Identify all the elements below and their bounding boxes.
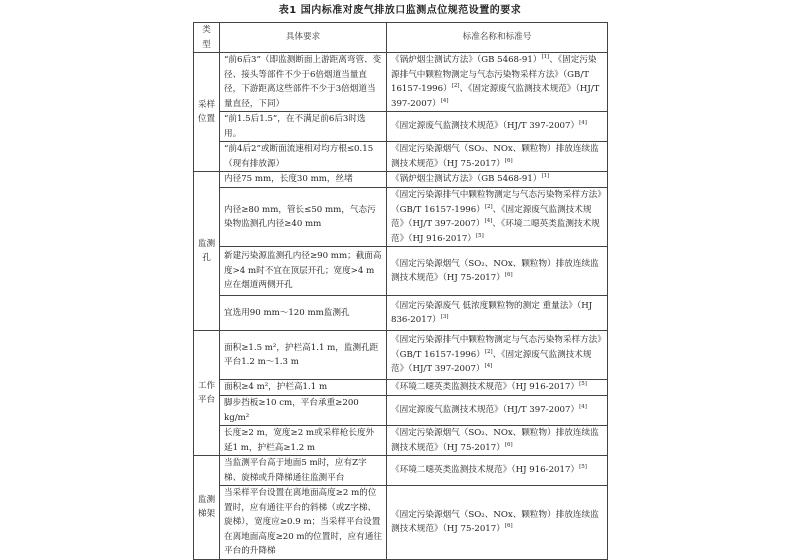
table-row — [194, 380, 608, 396]
table-row — [194, 142, 608, 172]
standard-cell: 《锅炉烟尘测试方法》（GB 5468-91）[1] — [387, 172, 608, 188]
table-row — [194, 331, 608, 380]
table-row — [194, 112, 608, 142]
requirement-cell: 当采样平台设置在离地面高度≥2 m的位置时，应有通往平台的斜梯（或Z字梯、旋梯），宽度应≥0.9 m；当采样平台设置在离地面高度≥20 m的位置时，应有通往平台的升降梯 — [220, 486, 387, 560]
header-standard: 标准名称和标准号 — [387, 23, 608, 53]
requirement-cell: 面积≥4 m²，护栏高1.1 m — [220, 380, 387, 396]
table-row — [194, 296, 608, 331]
table-row — [194, 456, 608, 486]
requirements-table — [193, 22, 608, 560]
standard-cell: 《环境二噁英类监测技术规范》（HJ 916-2017）[5] — [387, 456, 608, 486]
standard-cell: 《固定源废气监测技术规范》（HJ/T 397-2007）[4] — [387, 112, 608, 142]
standard-cell: 《固定污染源烟气（SO₂、NOx、颗粒物）排放连续监测技术规范》（HJ 75-2017）[6] — [387, 142, 608, 172]
standard-cell: 《固定污染源废气 低浓度颗粒物的测定 重量法》（HJ 836-2017）[3] — [387, 296, 608, 331]
requirement-cell: 面积≥1.5 m²，护栏高1.1 m，监测孔距平台1.2 m～1.3 m — [220, 331, 387, 380]
requirement-cell: 当监测平台高于地面5 m时，应有Z字梯、旋梯或升降梯通往监测平台 — [220, 456, 387, 486]
standard-cell: 《固定污染源烟气（SO₂、NOx、颗粒物）排放连续监测技术规范》（HJ 75-2017）[6] — [387, 247, 608, 296]
table-row — [194, 247, 608, 296]
table-row — [194, 188, 608, 247]
table-row — [194, 53, 608, 112]
table-caption: 表1 国内标准对废气排放口监测点位规范设置的要求 — [278, 5, 522, 16]
table-header-row — [194, 23, 608, 53]
standard-cell: 《环境二噁英类监测技术规范》（HJ 916-2017）[5] — [387, 380, 608, 396]
table-row — [194, 396, 608, 426]
requirement-cell: 长度≥2 m，宽度≥2 m或采样枪长度外延1 m，护栏高≥1.2 m — [220, 426, 387, 456]
requirement-cell: “前6后3”（即监测断面上游距离弯管、变径、接头等部件不少于6倍烟道当量直径，下游距离这些部件不少于3倍烟道当量直径，下同） — [220, 53, 387, 112]
type-cell: 监测孔 — [194, 172, 220, 331]
requirement-cell: 宜选用90 mm～120 mm监测孔 — [220, 296, 387, 331]
type-cell: 工作平台 — [194, 331, 220, 456]
type-cell: 监测梯架 — [194, 456, 220, 560]
table-row — [194, 426, 608, 456]
standard-cell: 《固定污染源烟气（SO₂、NOx、颗粒物）排放连续监测技术规范》（HJ 75-2017）[6] — [387, 486, 608, 560]
standard-cell: 《固定污染源排气中颗粒物测定与气态污染物采样方法》（GB/T 16157-1996）[2]、《固定源废气监测技术规范》（HJ/T 397-2007）[4] — [387, 331, 608, 380]
requirement-cell: 新建污染源监测孔内径≥90 mm；截面高度>4 m时不宜在顶层开孔；宽度>4 m应在烟道两侧开孔 — [220, 247, 387, 296]
standard-cell: 《固定污染源烟气（SO₂、NOx、颗粒物）排放连续监测技术规范》（HJ 75-2017）[6] — [387, 426, 608, 456]
standard-cell: 《固定源废气监测技术规范》（HJ/T 397-2007）[4] — [387, 396, 608, 426]
standard-cell: 《固定污染源排气中颗粒物测定与气态污染物采样方法》（GB/T 16157-1996）[2]、《固定源废气监测技术规范》（HJ/T 397-2007）[4]、《环境二噁英类监测技术规范》（HJ 916-2017）[5] — [387, 188, 608, 247]
type-cell: 采样位置 — [194, 53, 220, 172]
header-type: 类型 — [194, 23, 220, 53]
requirement-cell: “前1.5后1.5”，在不满足前6后3时选用。 — [220, 112, 387, 142]
standard-cell: 《锅炉烟尘测试方法》（GB 5468-91）[1]、《固定污染源排气中颗粒物测定与气态污染物采样方法》（GB/T 16157-1996）[2]、《固定源废气监测技术规范》（HJ/T 397-2007）[4] — [387, 53, 608, 112]
table-row — [194, 486, 608, 560]
requirement-cell: 脚步挡板≥10 cm，平台承重≥200 kg/m² — [220, 396, 387, 426]
requirement-cell: 内径75 mm，长度30 mm，丝堵 — [220, 172, 387, 188]
requirement-cell: 内径≥80 mm，管长≤50 mm，气态污染物监测孔内径≥40 mm — [220, 188, 387, 247]
header-requirement: 具体要求 — [220, 23, 387, 53]
requirement-cell: “前4后2”或断面流速相对均方根≤0.15（现有排放源） — [220, 142, 387, 172]
table-row — [194, 172, 608, 188]
